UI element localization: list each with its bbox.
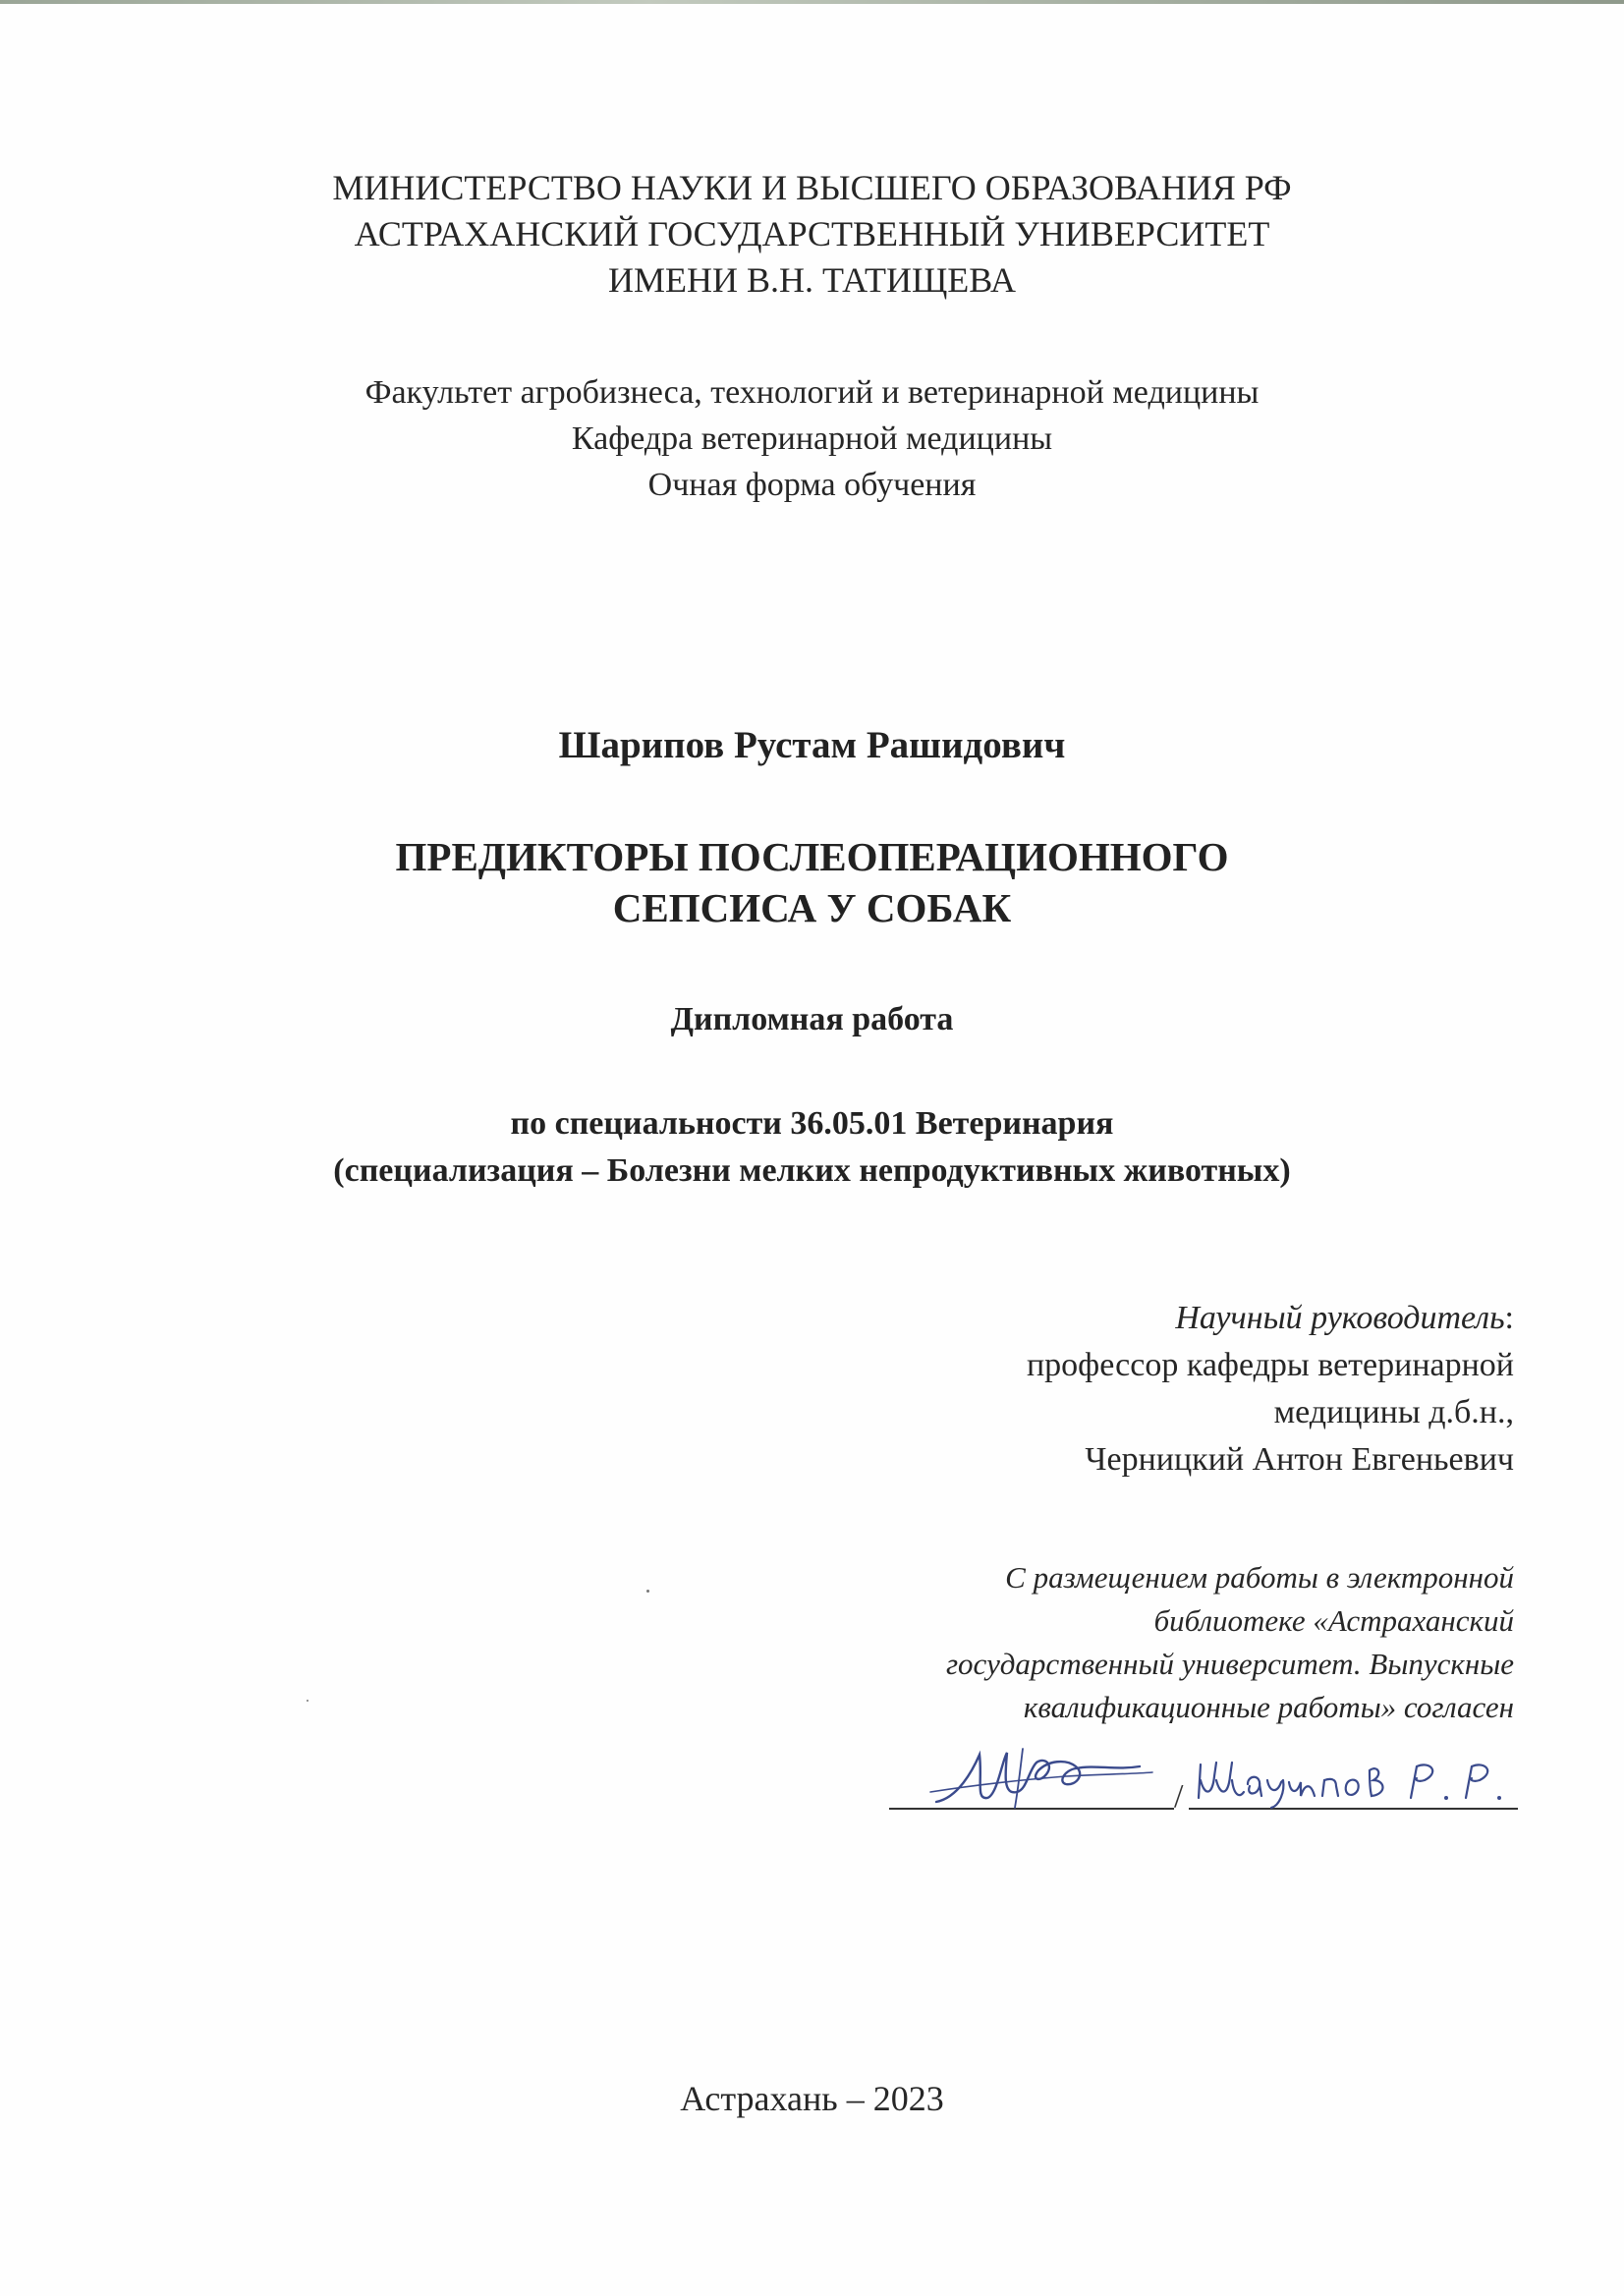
- consent-line-1: С размещением работы в электронной: [1005, 1560, 1514, 1595]
- supervisor-name: Черницкий Антон Евгеньевич: [1085, 1441, 1514, 1478]
- consent-line-3: государственный университет. Выпускные: [945, 1647, 1514, 1681]
- scan-speck: [646, 1590, 649, 1593]
- signature-separator: /: [1174, 1778, 1184, 1815]
- specialty-line-2: (специализация – Болезни мелких непродуктивных животных): [333, 1152, 1291, 1189]
- consent-line-4: квалификационные работы» согласен: [1023, 1690, 1514, 1724]
- author-name: [0, 721, 1624, 770]
- city-year: [0, 2075, 1624, 2122]
- scan-top-edge: [0, 0, 1624, 4]
- supervisor-block: [826, 1295, 1514, 1484]
- consent-statement: [767, 1556, 1514, 1729]
- work-type-text: Дипломная работа: [670, 1001, 954, 1037]
- supervisor-position-line-1: профессор кафедры ветеринарной: [1026, 1347, 1514, 1383]
- specialty-info: [0, 1100, 1624, 1195]
- supervisor-position-line-2: медицины д.б.н.,: [1273, 1394, 1514, 1430]
- supervisor-role: Научный руководитель: [1175, 1300, 1505, 1336]
- faculty-info: [0, 369, 1624, 508]
- handwritten-name: [1189, 1741, 1518, 1812]
- supervisor-role-colon: :: [1504, 1300, 1514, 1336]
- title-line-2: СЕПСИСА У СОБАК: [612, 885, 1012, 930]
- department-line: Кафедра ветеринарной медицины: [571, 420, 1053, 457]
- consent-line-2: библиотеке «Астраханский: [1153, 1603, 1514, 1638]
- specialty-line-1: по специальности 36.05.01 Ветеринария: [510, 1105, 1114, 1142]
- signature-row: [889, 1741, 1518, 1820]
- header-line-2: АСТРАХАНСКИЙ ГОСУДАРСТВЕННЫЙ УНИВЕРСИТЕТ: [354, 214, 1270, 253]
- header-line-3: ИМЕНИ В.Н. ТАТИЩЕВА: [607, 260, 1017, 300]
- work-type: [0, 997, 1624, 1042]
- thesis-title: [0, 831, 1624, 933]
- supervisor-role-line: [826, 1295, 1514, 1342]
- signature-image: [928, 1741, 1154, 1812]
- study-form-line: Очная форма обучения: [647, 467, 977, 503]
- scan-speck: [307, 1700, 308, 1702]
- header-line-1: МИНИСТЕРСТВО НАУКИ И ВЫСШЕГО ОБРАЗОВАНИЯ РФ: [332, 168, 1292, 207]
- faculty-line: Факультет агробизнеса, технологий и ветеринарной медицины: [364, 374, 1260, 411]
- author-name-text: Шарипов Рустам Рашидович: [558, 724, 1066, 766]
- city-year-text: Астрахань – 2023: [680, 2079, 944, 2118]
- title-line-1: ПРЕДИКТОРЫ ПОСЛЕОПЕРАЦИОННОГО: [395, 834, 1229, 879]
- ministry-header: [0, 165, 1624, 304]
